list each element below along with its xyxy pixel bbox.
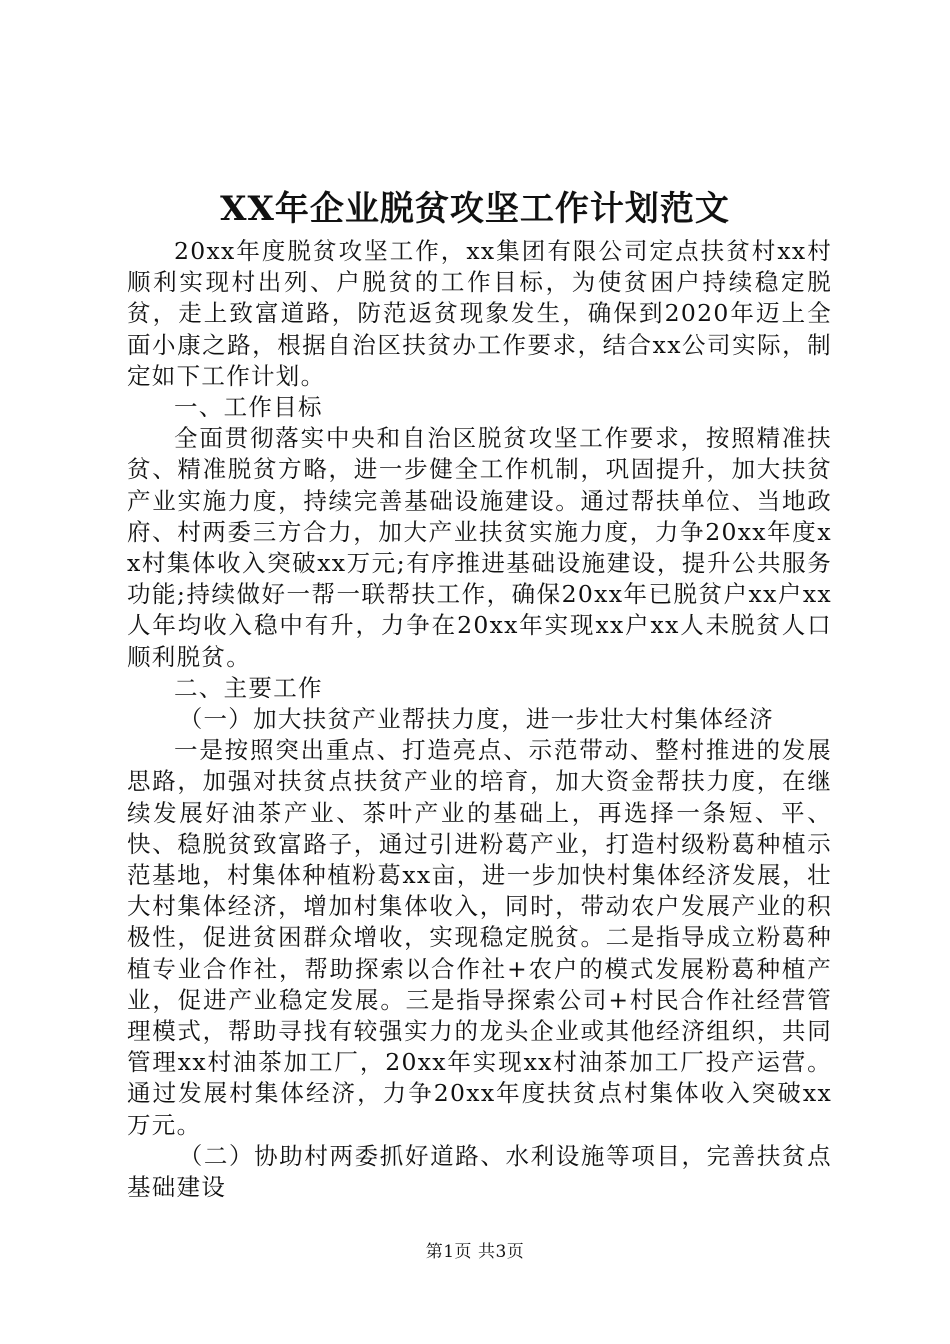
subsection-heading-industry: （一）加大扶贫产业帮扶力度，进一步壮大村集体经济: [178, 705, 774, 734]
document-title: XX年企业脱贫攻坚工作计划范文: [220, 189, 730, 229]
page-footer: 第1页 共3页: [425, 1242, 525, 1262]
section-heading-goals: 一、工作目标: [174, 393, 323, 422]
document-body: [127, 236, 832, 1203]
section-heading-main-work: 二、主要工作: [174, 673, 323, 702]
goals-paragraph: 全面贯彻落实中央和自治区脱贫攻坚工作要求，按照精准扶贫、精准脱贫方略，进一步健全工作机制，巩固提升，加大扶贫产业实施力度，持续完善基础设施建设。通过帮扶单位、当地政府、村两委三方合力，加大产业扶贫实施力度，力争20xx年度xx村集体收入突破xx万元;有序推进基础设施建设，提升公共服务功能;持续做好一帮一联帮扶工作，确保20xx年已脱贫户xx户xx人年均收入稳中有升，力争在20xx年实现xx户xx人未脱贫人口顺利脱贫。: [127, 424, 832, 671]
intro-paragraph: 20xx年度脱贫攻坚工作，xx集团有限公司定点扶贫村xx村顺利实现村出列、户脱贫的工作目标，为使贫困户持续稳定脱贫，走上致富道路，防范返贫现象发生，确保到2020年迈上全面小康之路，根据自治区扶贫办工作要求，结合xx公司实际，制定如下工作计划。: [127, 237, 832, 390]
industry-paragraph: 一是按照突出重点、打造亮点、示范带动、整村推进的发展思路，加强对扶贫点扶贫产业的培育，加大资金帮扶力度，在继续发展好油茶产业、茶叶产业的基础上，再选择一条短、平、快、稳脱贫致富路子，通过引进粉葛产业，打造村级粉葛种植示范基地，村集体种植粉葛xx亩，进一步加快村集体经济发展，壮大村集体经济，增加村集体收入，同时，带动农户发展产业的积极性，促进贫困群众增收，实现稳定脱贫。二是指导成立粉葛种植专业合作社，帮助探索以合作社+农户的模式发展粉葛种植产业，促进产业稳定发展。三是指导探索公司+村民合作社经营管理模式，帮助寻找有较强实力的龙头企业或其他经济组织，共同管理xx村油茶加工厂，20xx年实现xx村油茶加工厂投产运营。通过发展村集体经济，力争20xx年度扶贫点村集体收入突破xx万元。: [127, 736, 832, 1139]
subsection-heading-infrastructure: （二）协助村两委抓好道路、水利设施等项目，完善扶贫点基础建设: [127, 1141, 832, 1202]
